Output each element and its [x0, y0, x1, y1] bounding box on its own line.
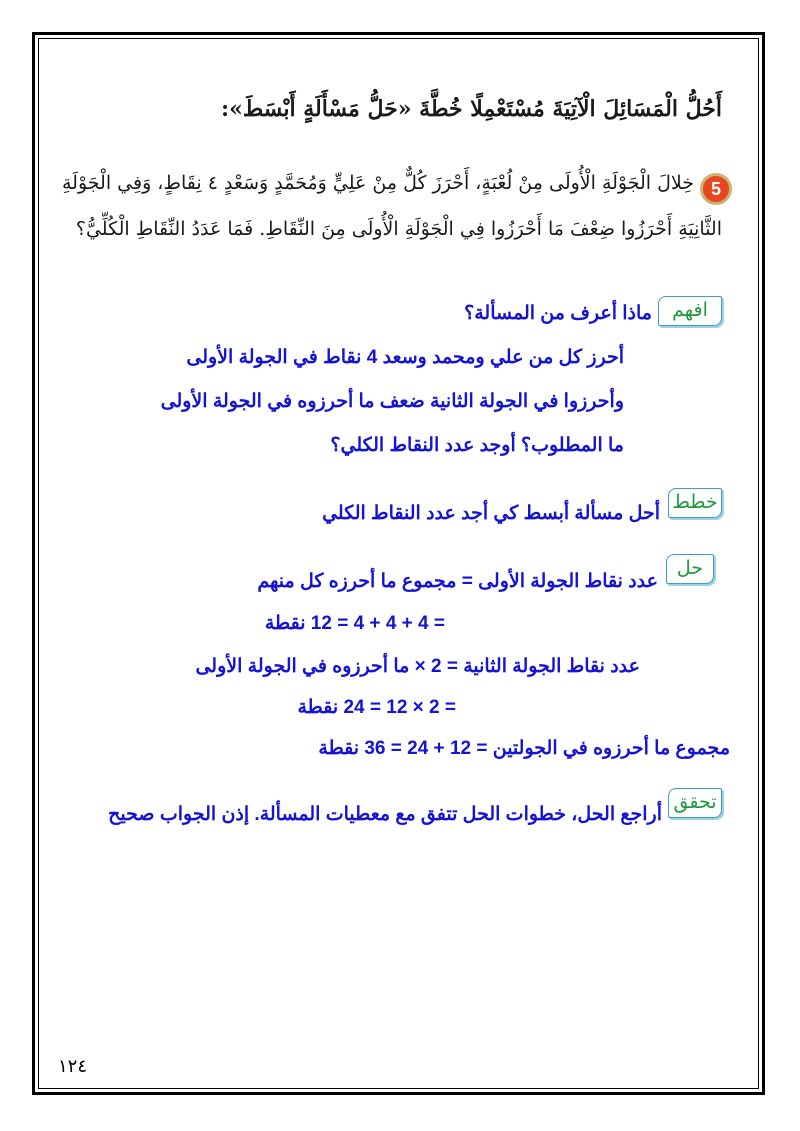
understand-tag: افهم — [658, 296, 722, 326]
plan-tag: خطط — [668, 488, 722, 518]
understand-line-2: وأحرزوا في الجولة الثانية ضعف ما أحرزوه في الجولة الأولى — [160, 391, 624, 412]
understand-line-1: أحرز كل من علي ومحمد وسعد 4 نقاط في الجولة الأولى — [186, 347, 624, 368]
solve-line-3: عدد نقاط الجولة الثانية = 2 × ما أحرزوه في الجولة الأولى — [195, 656, 640, 677]
understand-line-3: ما المطلوب؟ أوجد عدد النقاط الكلي؟ — [330, 435, 624, 456]
solve-line-5: مجموع ما أحرزوه في الجولتين = 12 + 24 = 36 نقطة — [318, 738, 730, 759]
check-text: أراجع الحل، خطوات الحل تتفق مع معطيات المسألة. إذن الجواب صحيح — [108, 804, 662, 825]
plan-text: أحل مسألة أبسط كي أجد عدد النقاط الكلي — [322, 503, 660, 524]
solve-tag: حل — [666, 554, 714, 584]
understand-question: ماذا أعرف من المسألة؟ — [464, 303, 652, 324]
page-number: ١٢٤ — [58, 1056, 88, 1077]
solve-line-1: عدد نقاط الجولة الأولى = مجموع ما أحرزه كل منهم — [257, 571, 658, 592]
solve-line-4: = 2 × 12 = 24 نقطة — [297, 697, 456, 718]
problem-line-1: خِلالَ الْجَوْلَةِ الْأُولَى مِنْ لُعْبَةٍ، أَحْرَزَ كُلٌّ مِنْ عَلِيٍّ وَمُحَمَّدٍ وَسَعْدٍ ٤ نِقَاطٍ، وَفِي الْجَوْلَةِ — [62, 172, 694, 194]
page-border-inner — [38, 38, 759, 1089]
solve-line-2: = 4 + 4 + 4 = 12 نقطة — [264, 613, 445, 634]
check-tag: تحقق — [668, 788, 722, 818]
problem-number-badge: 5 — [700, 173, 732, 205]
section-heading: أَحُلُّ الْمَسَائِلَ الْآتِيَةَ مُسْتَعْمِلًا خُطَّةَ «حَلُّ مَسْأَلَةٍ أَبْسَطَ»: — [220, 96, 722, 122]
problem-line-2: الثَّانِيَةِ أَحْرَزُوا ضِعْفَ مَا أَحْرَزُوا فِي الْجَوْلَةِ الْأُولَى مِنَ النِّقَاطِ. فَمَا عَدَدُ النِّقَاطِ الْكُلِّيُّ؟ — [75, 218, 722, 240]
